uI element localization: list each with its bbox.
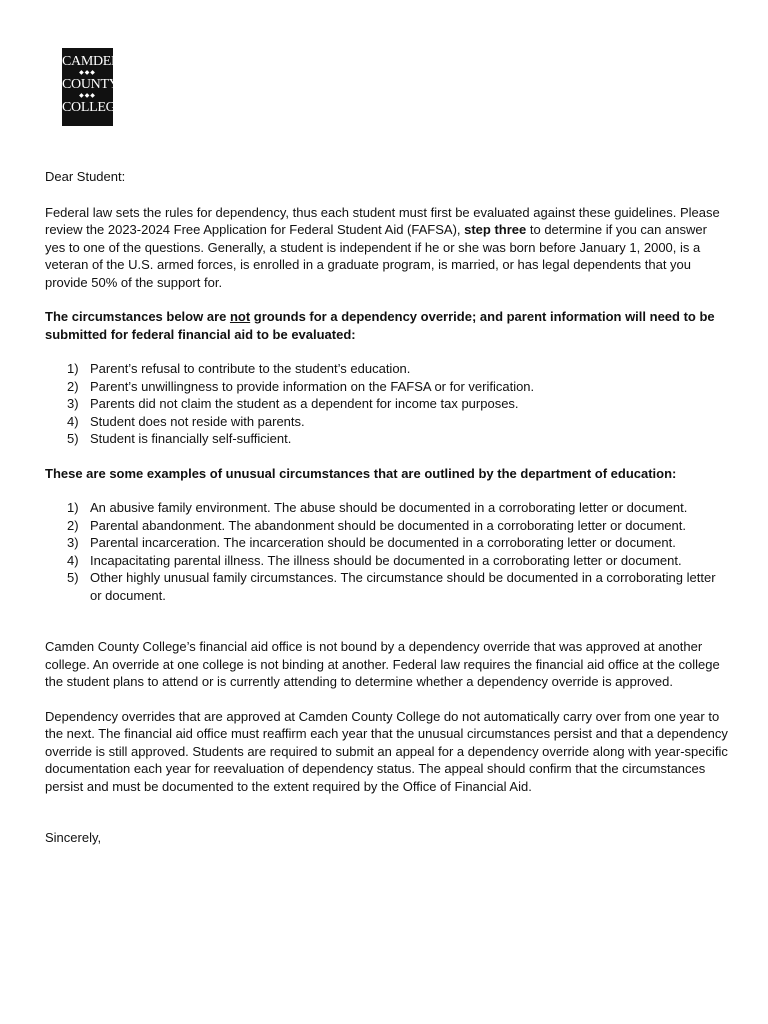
list-item [45, 517, 729, 535]
letter-body [45, 168, 729, 847]
list-item-number: 5) [67, 431, 79, 446]
college-logo [62, 48, 124, 126]
salutation: Dear Student: [45, 169, 126, 184]
list-item [45, 395, 729, 413]
list-item-number: 3) [67, 535, 79, 550]
logo-separator-1: ◆◆◆ [79, 70, 96, 76]
not-grounds-heading-2: grounds for a dependency override; and parent information will need to be submitted for federal financial aid to be evaluated: [45, 309, 715, 342]
list-item [45, 378, 729, 396]
list-item [45, 569, 729, 604]
list-item-text: Parental incarceration. The incarceration should be documented in a corroborating letter or document. [90, 535, 676, 550]
unusual-circumstances-list [45, 499, 729, 604]
intro-paragraph [45, 204, 729, 292]
list-item [45, 552, 729, 570]
list-item-text: Parent’s refusal to contribute to the student’s education. [90, 361, 411, 376]
list-item-number: 1) [67, 361, 79, 376]
logo-line-college: COLLEGE [62, 100, 124, 115]
list-item [45, 430, 729, 448]
list-item-number: 5) [67, 570, 79, 585]
list-item-number: 4) [67, 413, 79, 429]
list-item-text: Parental abandonment. The abandonment should be documented in a corroborating letter or document. [90, 517, 686, 533]
list-item-text: Other highly unusual family circumstances. The circumstance should be documented in a corroborating letter or document. [90, 570, 716, 603]
list-item-text: Incapacitating parental illness. The illness should be documented in a corroborating letter or document. [90, 552, 682, 568]
not-grounds-heading-underlined: not [229, 309, 251, 324]
annual-review-paragraph: Dependency overrides that are approved at Camden County College do not automatically carry over from one year to the next. The financial aid office must reaffirm each year that the unusual circumstances persist and that a dependency override is still approved. Students are required to submit an appeal for a dependency override along with year-specific documentation each year for reevaluation of dependency status. The appeal should confirm that the circumstances persist and must be documented to the extent required by the Office of Financial Aid. [45, 708, 728, 794]
spacer [45, 621, 729, 638]
logo-line-county: COUNTY [62, 77, 119, 92]
list-item [45, 360, 729, 378]
list-item-number: 4) [67, 552, 79, 568]
list-item [45, 534, 729, 552]
list-item-text: An abusive family environment. The abuse should be documented in a corroborating letter or document. [90, 500, 688, 515]
list-item-text: Student does not reside with parents. [90, 413, 305, 429]
other-college-paragraph: Camden County College’s financial aid office is not bound by a dependency override that was approved at another college. An override at one college is not binding at another. Federal law requires the financial aid office at the college the student plans to attend or is currently attending to determine whether a dependency override is approved. [45, 639, 720, 689]
intro-text-2: to determine if you can answer yes to one of the questions. Generally, a student is independent if he or she was born before January 1, 2000, is a veteran of the U.S. armed forces, is enrolled in a graduate program, is married, or has legal dependents that you provide 50% of the support for. [45, 222, 707, 290]
logo-separator-2: ◆◆◆ [79, 93, 96, 99]
list-item-number: 1) [67, 500, 79, 515]
list-item-number: 2) [67, 517, 79, 533]
list-item [45, 499, 729, 517]
list-item-number: 2) [67, 378, 79, 394]
logo-line-camden: CAMDEN [62, 54, 121, 69]
intro-bold-step-three: step three [464, 222, 527, 237]
not-grounds-heading-1: The circumstances below are [45, 309, 230, 324]
intro-text-1: Federal law sets the rules for dependency, thus each student must first be evaluated against these guidelines. Please review the 2023-2024 Free Application for Federal Student Aid (FAFSA), [45, 204, 720, 237]
list-item-text: Student is financially self-sufficient. [90, 431, 292, 446]
not-grounds-list [45, 360, 729, 448]
not-grounds-heading [45, 308, 729, 343]
list-item-text: Parent’s unwillingness to provide information on the FAFSA or for verification. [90, 378, 535, 394]
closing: Sincerely, [45, 830, 102, 845]
unusual-circumstances-heading: These are some examples of unusual circumstances that are outlined by the department of education: [45, 465, 677, 481]
list-item [45, 413, 729, 431]
list-item-text: Parents did not claim the student as a dependent for income tax purposes. [90, 396, 519, 411]
list-item-number: 3) [67, 396, 79, 411]
